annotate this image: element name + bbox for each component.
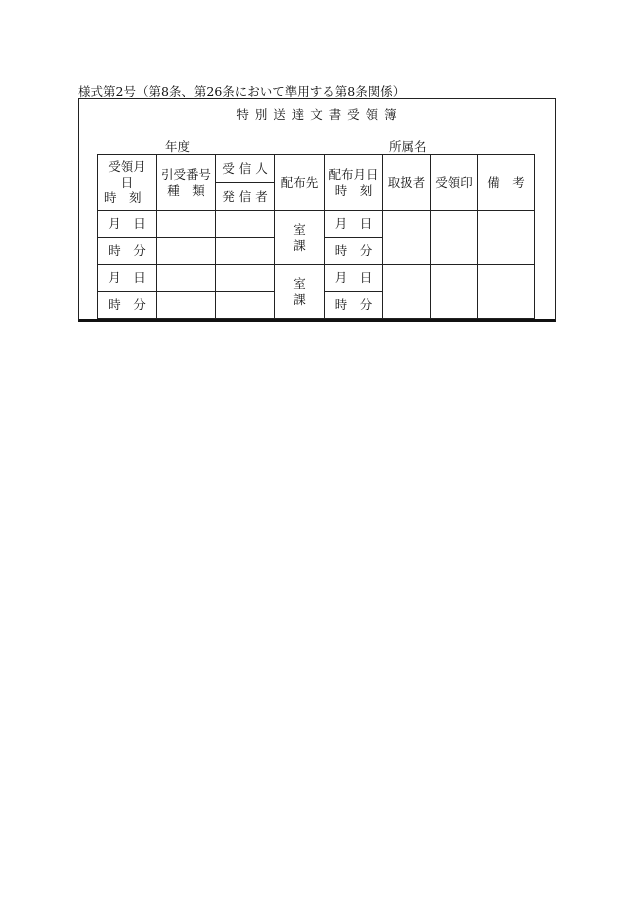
header-distribution-time: 時 刻 <box>334 182 373 198</box>
row2-remarks-cell <box>478 265 535 319</box>
header-remarks: 備 考 <box>478 155 535 211</box>
row1-remarks-cell <box>478 211 535 265</box>
row1-sender-cell <box>216 238 275 265</box>
row1-dist-hour-minute: 時 分 <box>325 238 383 265</box>
header-recipient: 受 信 人 <box>216 155 275 183</box>
form-title: 特 別 送 達 文 書 受 領 簿 <box>236 107 398 122</box>
header-distribution-datetime <box>325 155 383 211</box>
row1-kind-cell <box>157 238 216 265</box>
year-label: 年度 <box>165 139 191 154</box>
row1-month-day: 月 日 <box>98 211 157 238</box>
row2-dist-hour-minute: 時 分 <box>325 292 383 319</box>
row1-dept-section: 課 <box>293 237 306 253</box>
row2-hour-minute: 時 分 <box>98 292 157 319</box>
row2-dist-month-day: 月 日 <box>325 265 383 292</box>
row2-dept-room: 室 <box>293 275 306 291</box>
header-receipt-time: 時 刻 <box>104 190 142 206</box>
row1-dept-room: 室 <box>293 221 306 237</box>
header-handler: 取扱者 <box>383 155 431 211</box>
row2-dept-cell <box>275 265 325 319</box>
row1-dept-cell <box>275 211 325 265</box>
header-sender: 発 信 者 <box>216 183 275 211</box>
row1-seal-cell <box>431 211 478 265</box>
row2-ref-number-cell <box>157 265 216 292</box>
header-ref-number: 引受番号 <box>160 166 211 182</box>
header-kind: 種 類 <box>167 182 205 198</box>
receipt-register-form <box>78 98 556 322</box>
header-receipt-seal: 受領印 <box>431 155 478 211</box>
row2-kind-cell <box>157 292 216 319</box>
form-caption: 様式第2号（第8条、第26条において準用する第8条関係） <box>78 84 406 99</box>
row1-dist-month-day: 月 日 <box>325 211 383 238</box>
row2-month-day: 月 日 <box>98 265 157 292</box>
row2-sender-cell <box>216 292 275 319</box>
header-receipt-date: 受領月日 <box>108 159 146 190</box>
header-receipt-datetime <box>98 155 157 211</box>
row1-ref-number-cell <box>157 211 216 238</box>
row2-dept-section: 課 <box>293 291 306 307</box>
header-ref-number-kind <box>157 155 216 211</box>
row1-handler-cell <box>383 211 431 265</box>
row2-recipient-cell <box>216 265 275 292</box>
affiliation-label: 所属名 <box>389 139 427 154</box>
row2-handler-cell <box>383 265 431 319</box>
header-distribution-date: 配布月日 <box>328 166 379 182</box>
row2-seal-cell <box>431 265 478 319</box>
row1-hour-minute: 時 分 <box>98 238 157 265</box>
header-distribution: 配布先 <box>275 155 325 211</box>
register-table <box>97 154 535 319</box>
row1-recipient-cell <box>216 211 275 238</box>
